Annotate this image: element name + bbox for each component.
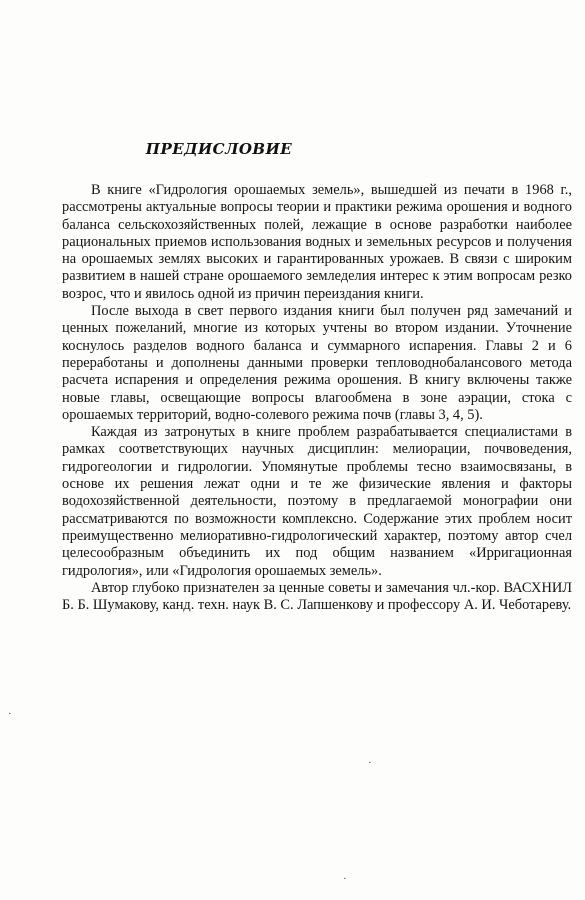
paragraph-4: Автор глубоко признателен за ценные советы и замечания чл.-кор. ВАСХНИЛ Б. Б. Шумакову, канд. техн. наук В. С. Лапшенкову и профессору А. И. Чеботареву. <box>62 579 572 614</box>
paragraph-1: В книге «Гидрология орошаемых земель», вышедшей из печати в 1968 г., рассмотрены актуальные вопросы теории и практики режима орошения и водного баланса сельскохозяйственных полей, лежащие в основе разработки наиболее рациональных приемов использования водных и земельных ресурсов и получения на орошаемых землях высоких и гарантированных урожаев. В связи с широким развитием в нашей стране орошаемого земледелия интерес к этим вопросам резко возрос, что и явилось одной из причин переиздания книги. <box>62 182 572 302</box>
scan-speck: · <box>8 708 12 720</box>
preface-body <box>62 182 572 614</box>
page-heading: ПРЕДИСЛОВИЕ <box>145 140 293 158</box>
scan-speck: · <box>368 757 372 769</box>
scan-speck: · <box>343 873 347 885</box>
paragraph-3: Каждая из затронутых в книге проблем разрабатывается специалистами в рамках соответствующих научных дисциплин: мелиорации, почвоведения, гидрогеологии и гидрологии. Упомянутые проблемы тесно взаимосвязаны, в основе их решения лежат одни и те же физические явления и факторы водохозяйственной деятельности, поэтому в предлагаемой монографии они рассматриваются по возможности комплексно. Содержание этих проблем носит преимущественно мелиоративно-гидрологический характер, поэтому автор счел целесообразным объединить их под общим названием «Ирригационная гидрология», или «Гидрология орошаемых земель». <box>62 424 572 579</box>
paragraph-2: После выхода в свет первого издания книги был получен ряд замечаний и ценных пожеланий, многие из которых учтены во втором издании. Уточнение коснулось разделов водного баланса и суммарного испарения. Главы 2 и 6 переработаны и дополнены данными проверки тепловоднобалансового метода расчета испарения и определения режима орошения. В книгу включены также новые главы, освещающие вопросы влагообмена в зоне аэрации, стока с орошаемых территорий, водно-солевого режима почв (главы 3, 4, 5). <box>62 303 572 423</box>
